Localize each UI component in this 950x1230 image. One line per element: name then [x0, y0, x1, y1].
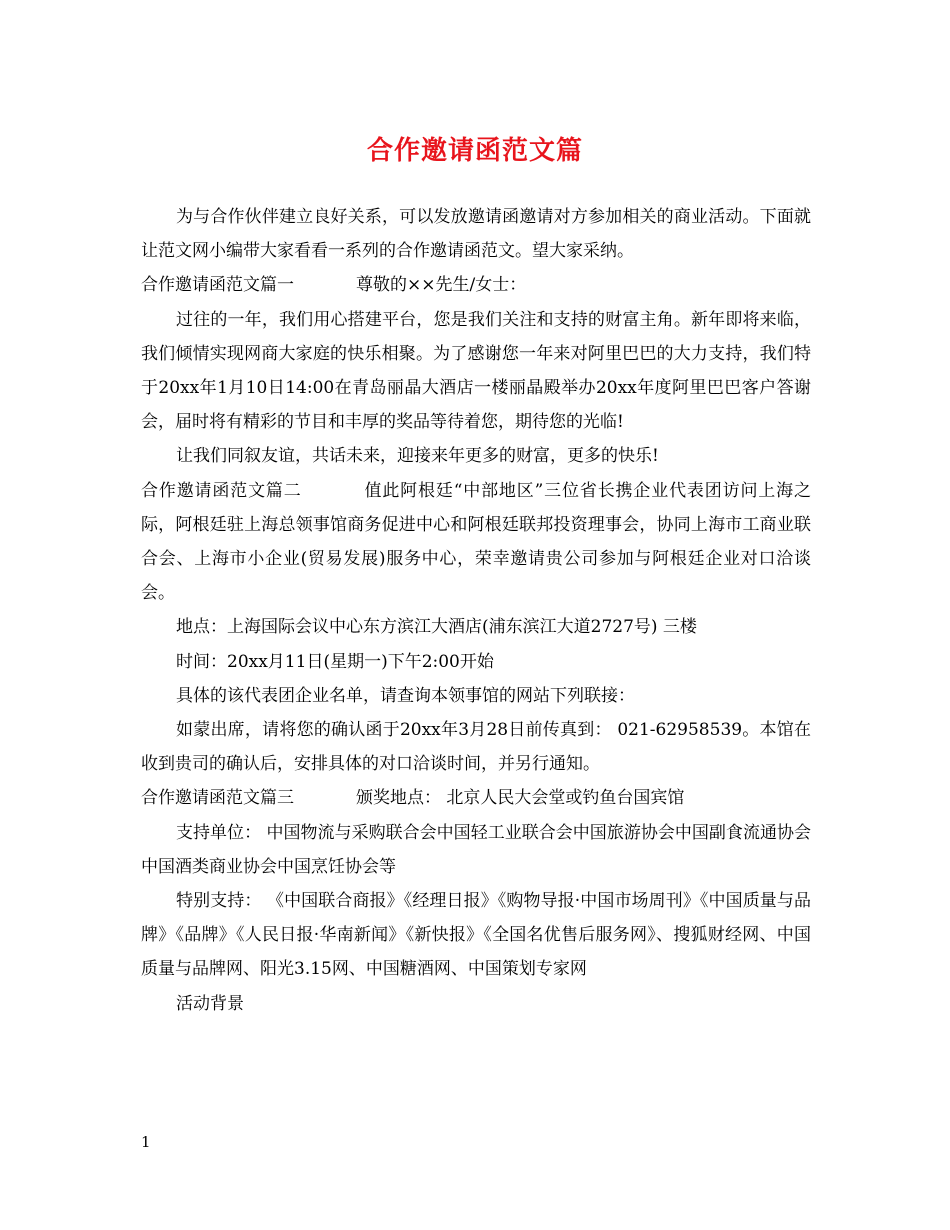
- section-two-heading: 合作邀请函范文篇二: [141, 480, 302, 501]
- section-three-heading: 合作邀请函范文篇三: [141, 788, 294, 809]
- section-three-background: 活动背景: [176, 993, 244, 1014]
- document-body: [141, 200, 811, 1021]
- section-two-paragraph: [141, 474, 811, 611]
- section-three-line: [141, 781, 811, 815]
- section-two-time: 时间：20xx月11日(星期一)下午2:00开始: [176, 651, 494, 672]
- section-two-confirm: 如蒙出席，请将您的确认函于20xx年3月28日前传真到： 021-62958539。本馆在收到贵司的确认后，安排具体的对口洽谈时间，并另行通知。: [141, 720, 811, 775]
- section-three-special-support: 特别支持： 《中国联合商报》《经理日报》《购物导报·中国市场周刊》《中国质量与品牌》《品牌》《人民日报·华南新闻》《新快报》《全国名优售后服务网》、搜狐财经网、中国质量与品牌网、阳光3.15网、中国糖酒网、中国策划专家网: [141, 891, 811, 980]
- section-two-text: 值此阿根廷“中部地区”三位省长携企业代表团访问上海之际，阿根廷驻上海总领事馆商务促进中心和阿根廷联邦投资理事会，协同上海市工商业联合会、上海市小企业(贸易发展)服务中心，荣幸邀请贵公司参加与阿根廷企业对口洽谈会。: [141, 480, 812, 604]
- section-two-list-note: 具体的该代表团企业名单，请查询本领事馆的网站下列联接：: [176, 685, 635, 706]
- section-three-venue: 颁奖地点： 北京人民大会堂或钓鱼台国宾馆: [356, 788, 685, 809]
- page-number: 1: [141, 1133, 151, 1151]
- section-one-paragraph-2: 让我们同叙友谊，共话未来，迎接来年更多的财富，更多的快乐!: [176, 446, 659, 467]
- section-one-heading: 合作邀请函范文篇一: [141, 275, 294, 296]
- section-one-salutation: 尊敬的××先生/女士：: [356, 275, 527, 296]
- section-three-support: 支持单位： 中国物流与采购联合会中国轻工业联合会中国旅游协会中国副食流通协会中国酒类商业协会中国烹饪协会等: [141, 822, 811, 877]
- section-one-line: [141, 268, 811, 302]
- section-one-paragraph-1: 过往的一年，我们用心搭建平台，您是我们关注和支持的财富主角。新年即将来临，我们倾情实现网商大家庭的快乐相聚。为了感谢您一年来对阿里巴巴的大力支持，我们特于20xx年1月10日14:00在青岛丽晶大酒店一楼丽晶殿举办20xx年度阿里巴巴客户答谢会，届时将有精彩的节目和丰厚的奖品等待着您，期待您的光临!: [141, 309, 811, 433]
- document-title: 合作邀请函范文篇: [366, 136, 583, 166]
- section-two-location: 地点：上海国际会议中心东方滨江大酒店(浦东滨江大道2727号) 三楼: [176, 617, 697, 638]
- intro-paragraph: 为与合作伙伴建立良好关系，可以发放邀请函邀请对方参加相关的商业活动。下面就让范文网小编带大家看看一系列的合作邀请函范文。望大家采纳。: [141, 207, 811, 262]
